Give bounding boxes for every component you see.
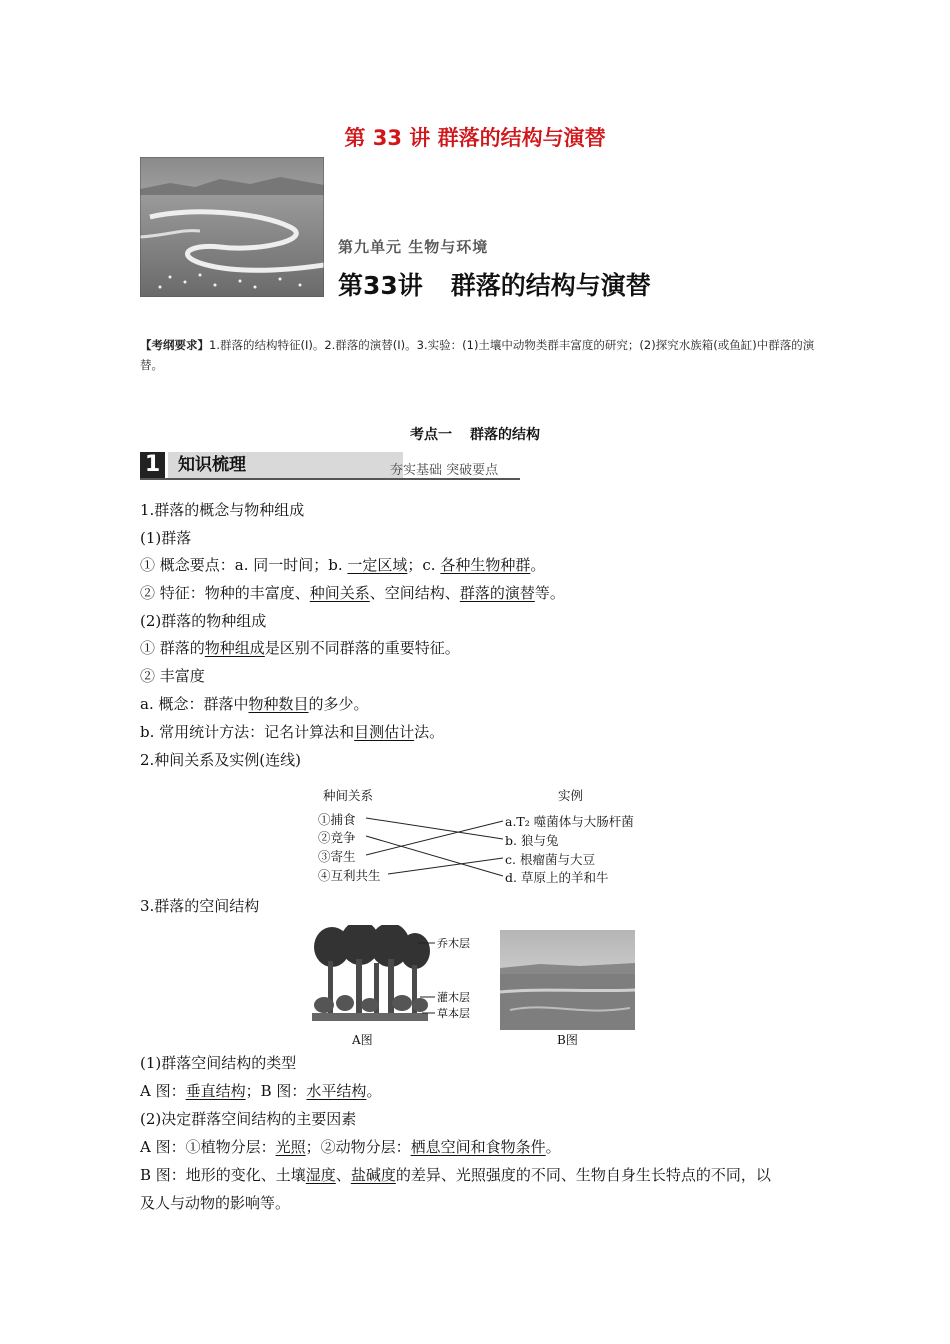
answer-blank: 湿度 xyxy=(305,1166,336,1184)
grassland-image xyxy=(500,930,635,1030)
match-line xyxy=(366,818,503,839)
page-title: 第 33 讲 群落的结构与演替 xyxy=(344,126,606,150)
s3-p2: (2)决定群落空间结构的主要因素 xyxy=(140,1110,357,1128)
caption-b: B图 xyxy=(557,1033,578,1047)
s3-p1: (1)群落空间结构的类型 xyxy=(140,1054,297,1072)
answer-blank: 盐碱度 xyxy=(350,1166,396,1184)
s2-heading: 2.种间关系及实例(连线) xyxy=(140,751,302,769)
section-subtitle: 夯实基础 突破要点 xyxy=(390,463,499,478)
requirements-tag: 【考纲要求】 xyxy=(140,338,209,352)
relation-item: ①捕食 xyxy=(318,812,356,827)
relation-item: ③寄生 xyxy=(318,849,356,864)
unit-label: 第九单元 生物与环境 xyxy=(338,238,489,256)
s1-line1: ① 概念要点：a. 同一时间；b. 一定区域；c. 各种生物种群。 xyxy=(140,556,546,574)
layer-tree: 乔木层 xyxy=(437,937,470,950)
example-item: d. 草原上的羊和牛 xyxy=(505,870,609,885)
example-item: a.T₂ 噬菌体与大肠杆菌 xyxy=(505,814,634,829)
forest-layers-image xyxy=(310,925,480,1035)
answer-blank: 物种组成 xyxy=(204,639,265,657)
left-header: 种间关系 xyxy=(323,788,374,803)
layer-shrub: 灌木层 xyxy=(437,991,470,1004)
s1-line5: a. 概念：群落中物种数目的多少。 xyxy=(140,695,369,713)
s3-line2: A 图：①植物分层：光照；②动物分层：栖息空间和食物条件。 xyxy=(140,1138,561,1156)
s1-line3: ① 群落的物种组成是区别不同群落的重要特征。 xyxy=(140,639,460,657)
layer-herb: 草本层 xyxy=(437,1007,470,1020)
requirements-text: 1.群落的结构特征(Ⅰ)。2.群落的演替(Ⅰ)。3.实验：(1)土壤中动物类群丰富度的研究；(2)探究水族箱(或鱼缸)中群落的演替。 xyxy=(140,338,815,372)
relation-item: ④互利共生 xyxy=(318,868,381,883)
lecture-heading xyxy=(338,266,651,302)
s3-line4: 及人与动物的影响等。 xyxy=(140,1194,291,1212)
answer-blank: 一定区域 xyxy=(347,556,408,574)
s3-line3: B 图：地形的变化、土壤湿度、盐碱度的差异、光照强度的不同、生物自身生长特点的不同，以 xyxy=(140,1166,771,1184)
syllabus-requirements xyxy=(140,335,830,375)
s1-line6: b. 常用统计方法：记名计算法和目测估计法。 xyxy=(140,723,445,741)
banner-landscape-image xyxy=(140,157,324,297)
s3-heading: 3.群落的空间结构 xyxy=(140,897,260,915)
answer-blank: 物种数目 xyxy=(248,695,309,713)
matching-lines xyxy=(318,786,638,886)
s1-p2: (2)群落的物种组成 xyxy=(140,612,267,630)
match-line xyxy=(366,821,503,855)
kaodian-name: 群落的结构 xyxy=(470,427,540,443)
lecture-title: 群落的结构与演替 xyxy=(450,271,651,300)
matching-diagram xyxy=(318,786,638,886)
answer-blank: 光照 xyxy=(275,1138,306,1156)
s1-heading: 1.群落的概念与物种组成 xyxy=(140,501,305,519)
s3-line1: A 图：垂直结构；B 图：水平结构。 xyxy=(140,1082,382,1100)
answer-blank: 目测估计 xyxy=(354,723,415,741)
lecture-number: 第33讲 xyxy=(338,271,423,300)
answer-blank: 种间关系 xyxy=(309,584,370,602)
s1-p1: (1)群落 xyxy=(140,529,192,547)
s1-line4: ② 丰富度 xyxy=(140,667,205,685)
example-item: c. 根瘤菌与大豆 xyxy=(505,852,595,867)
match-line xyxy=(366,836,503,876)
answer-blank: 群落的演替 xyxy=(459,584,535,602)
s1-line2: ② 特征：物种的丰富度、种间关系、空间结构、群落的演替等。 xyxy=(140,584,565,602)
example-item: b. 狼与兔 xyxy=(505,833,559,848)
answer-blank: 栖息空间和食物条件 xyxy=(410,1138,546,1156)
section-label: 知识梳理 xyxy=(168,452,403,478)
answer-blank: 垂直结构 xyxy=(185,1082,246,1100)
section-number: 1 xyxy=(140,452,165,478)
relation-item: ②竞争 xyxy=(318,830,356,845)
caption-a: A图 xyxy=(352,1033,373,1047)
answer-blank: 各种生物种群 xyxy=(440,556,531,574)
kaodian-label: 考点一 xyxy=(410,427,452,443)
right-header: 实例 xyxy=(558,788,584,803)
kaodian-heading xyxy=(0,424,950,444)
section-divider xyxy=(140,478,520,480)
section-bar xyxy=(140,452,520,480)
answer-blank: 水平结构 xyxy=(306,1082,367,1100)
match-line xyxy=(388,858,503,874)
